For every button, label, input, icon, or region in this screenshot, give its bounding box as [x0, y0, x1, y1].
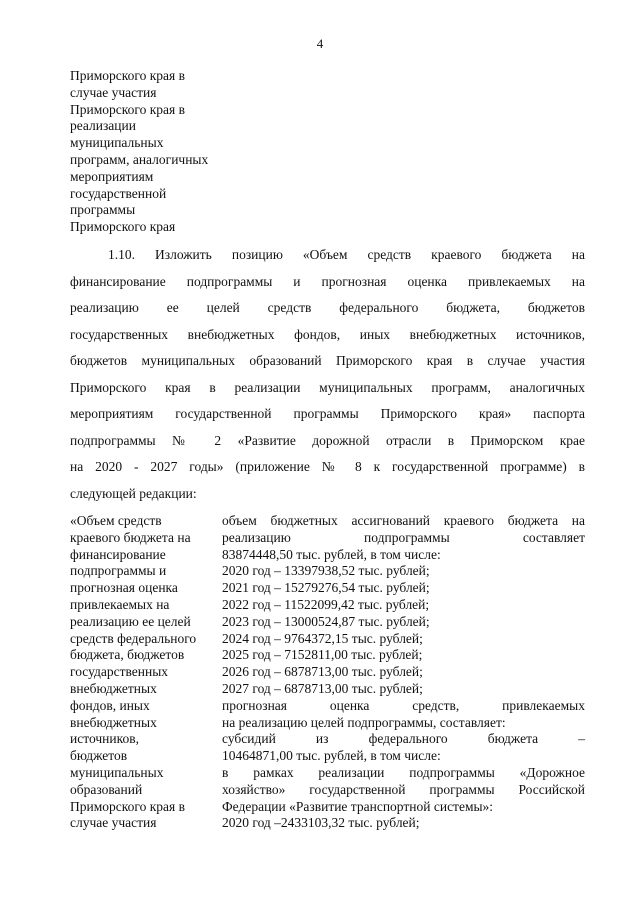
text-line: муниципальных	[70, 135, 164, 151]
left-column-line: муниципальных	[70, 764, 164, 780]
text-line: мероприятиям	[70, 168, 154, 184]
budget-year-line: 2026 год – 6878713,00 тыс. рублей;	[222, 664, 423, 680]
right-column-line: субсидий из федерального бюджета –	[222, 731, 585, 747]
text-line: Приморского края	[70, 219, 176, 235]
left-column-line: Приморского края в	[70, 798, 185, 814]
text-line: программ, аналогичных	[70, 151, 209, 167]
paragraph-line: финансирование подпрограммы и прогнозная оценка привлекаемых на	[70, 273, 585, 289]
page-number: 4	[316, 36, 324, 51]
text-line: Приморского края в	[70, 101, 185, 117]
left-column-line: бюджета, бюджетов	[70, 647, 185, 663]
right-column-line: прогнозная оценка средств, привлекаемых	[222, 697, 585, 713]
text-line: Приморского края в	[70, 68, 185, 83]
left-column-line: краевого бюджета на	[70, 529, 191, 545]
paragraph-line: 1.10. Изложить позицию «Объем средств краевого бюджета на	[108, 247, 585, 262]
left-column-line: бюджетов	[70, 748, 128, 764]
text-line: программы	[70, 202, 136, 218]
left-column-line: привлекаемых на	[70, 596, 170, 612]
budget-year-line: 2024 год – 9764372,15 тыс. рублей;	[222, 630, 423, 646]
budget-year-line: 2027 год – 6878713,00 тыс. рублей;	[222, 680, 423, 696]
left-column-line: источников,	[70, 731, 139, 747]
budget-year-line: 2022 год – 11522099,42 тыс. рублей;	[222, 596, 430, 612]
text-line: реализации	[70, 118, 136, 134]
text-line: случае участия	[70, 84, 157, 100]
left-column-line: случае участия	[70, 815, 157, 831]
left-column-line: государственных	[70, 664, 169, 680]
paragraph-line: на 2020 - 2027 годы» (приложение № 8 к государственной программе) в	[70, 459, 585, 474]
continued-left-cell	[70, 68, 270, 236]
right-column-line: реализацию подпрограммы составляет	[222, 529, 585, 545]
right-column-line: объем бюджетных ассигнований краевого бюджета на	[222, 513, 585, 528]
table-right-column	[222, 513, 585, 832]
right-column-line: 10464871,00 тыс. рублей, в том числе:	[222, 748, 441, 764]
left-column-line: фондов, иных	[70, 697, 150, 713]
left-column-line: образований	[70, 781, 143, 797]
right-column-line: в рамках реализации подпрограммы «Дорожное	[222, 764, 585, 780]
paragraph-line: государственных внебюджетных фондов, иных внебюджетных источников,	[70, 326, 585, 342]
left-column-line: прогнозная оценка	[70, 580, 178, 596]
left-column-line: реализацию ее целей	[70, 613, 191, 629]
paragraph-line: Приморского края в реализации муниципальных программ, аналогичных	[70, 379, 585, 395]
budget-year-line: 2021 год – 15279276,54 тыс. рублей;	[222, 580, 430, 596]
budget-year-line: 2023 год – 13000524,87 тыс. рублей;	[222, 613, 430, 629]
left-column-line: «Объем средств	[70, 513, 162, 528]
left-column-line: внебюджетных	[70, 680, 157, 696]
table-left-column	[70, 513, 220, 832]
paragraph-line: подпрограммы № 2 «Развитие дорожной отрасли в Приморском крае	[70, 432, 585, 448]
text-line: государственной	[70, 185, 167, 201]
left-column-line: подпрограммы и	[70, 563, 167, 579]
paragraph-line: следующей редакции:	[70, 485, 197, 501]
left-column-line: средств федерального	[70, 630, 197, 646]
paragraph-line: бюджетов муниципальных образований Приморского края в случае участия	[70, 353, 585, 368]
budget-year-line: 2025 год – 7152811,00 тыс. рублей;	[222, 647, 423, 663]
amendment-paragraph	[70, 242, 585, 507]
left-column-line: внебюджетных	[70, 714, 157, 730]
paragraph-line: реализацию ее целей средств федерального бюджета, бюджетов	[70, 300, 585, 315]
left-column-line: финансирование	[70, 546, 166, 562]
budget-year-line: 2020 год – 13397938,52 тыс. рублей;	[222, 563, 430, 579]
right-column-line: хозяйство» государственной программы Российской	[222, 781, 585, 797]
right-column-line: на реализацию целей подпрограммы, составляет:	[222, 714, 506, 730]
right-column-line: Федерации «Развитие транспортной системы»:	[222, 798, 494, 814]
paragraph-line: мероприятиям государственной программы Приморского края» паспорта	[70, 406, 585, 421]
right-column-line: 83874448,50 тыс. рублей, в том числе:	[222, 546, 441, 562]
budget-year-line: 2020 год –2433103,32 тыс. рублей;	[222, 815, 420, 831]
